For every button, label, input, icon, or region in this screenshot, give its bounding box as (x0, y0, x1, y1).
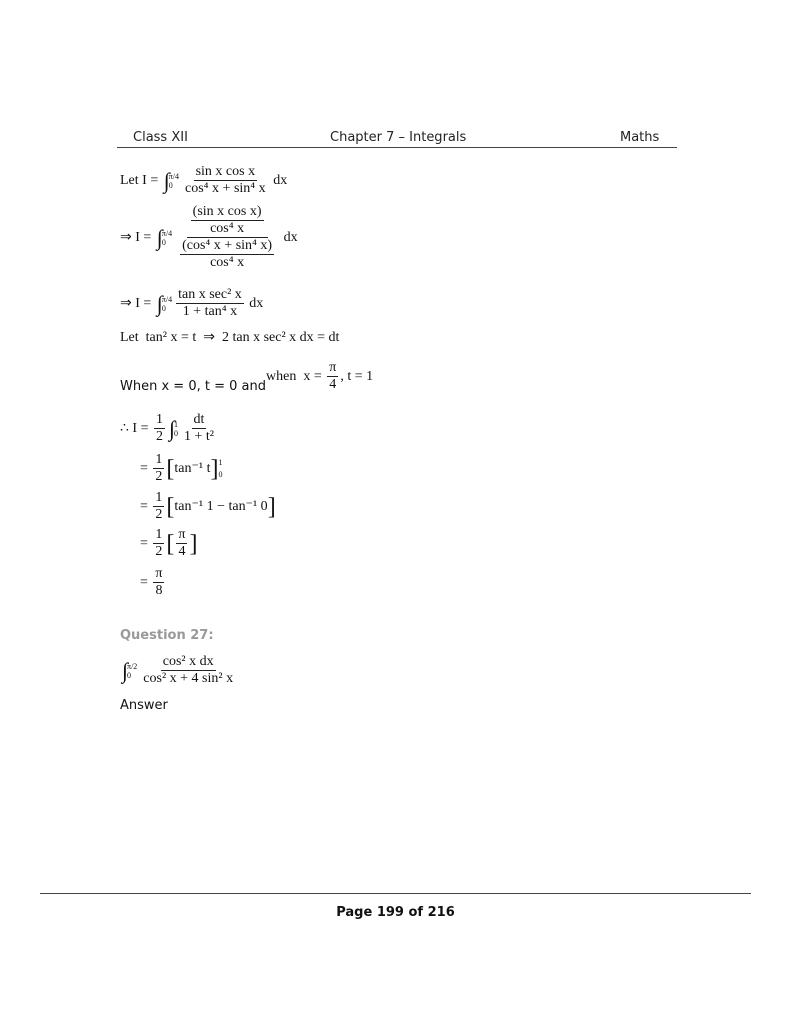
integral-sign: ∫ 1 0 (168, 415, 178, 441)
step-6: = $\frac{1}{2}$ [ tan⁻¹ t ] 1 0 (140, 452, 223, 484)
text: ⇒ I = (120, 230, 155, 245)
question-label: Question 27: (120, 628, 214, 643)
text: ⇒ I = (120, 296, 155, 311)
text: dx (245, 295, 264, 311)
step-2 (120, 204, 298, 271)
when-condition: when x = $\frac{\pi}{4}$ , t = 1 (266, 360, 374, 392)
footer-rule (40, 893, 751, 894)
when-text: When x = 0, t = 0 and (120, 379, 266, 394)
step-9: = $\frac{\pi}{8}$ (140, 566, 163, 598)
integral-sign: ∫ π/2 0 (122, 657, 138, 683)
fraction: $\frac{\text{sin x cos x}}{\text{cos⁴ x + sin⁴ x}}$ (185, 164, 266, 196)
header-subject: Maths (620, 130, 660, 145)
header-rule (117, 147, 677, 148)
header-chapter: Chapter 7 – Integrals (330, 130, 467, 145)
integral-sign: ∫ π/4 0 (156, 224, 173, 250)
header-class: Class XII (133, 130, 188, 145)
step-8: = $\frac{1}{2}$ [ $\frac{\pi}{4}$ ] (140, 527, 198, 559)
step-5: ∴ I = $\frac{1}{2}$ ∫ 1 0 $\frac{dt}{\text{1 + t²}}$ (120, 412, 214, 444)
text: dx (269, 172, 288, 188)
text: Let I = (120, 172, 162, 188)
fraction: $\frac{\text{tan x sec² x}}{\text{1 + tan⁴ x}}$ (178, 287, 242, 319)
compound-fraction: $\frac{\frac{\text{(sin x cos x)}}{\text{cos⁴ x}}}{\frac{\text{(cos⁴ x + sin⁴ x)}}{\text{cos⁴ x}}}$ (182, 204, 273, 270)
step-1 (120, 164, 287, 197)
answer-label: Answer (120, 698, 168, 713)
question-integral: ∫ π/2 0 $\frac{\text{cos² x dx}}{\text{cos² x + 4 sin² x}}$ (122, 654, 234, 686)
integral-sign: ∫ π/4 0 (163, 167, 180, 193)
step-4: Let tan² x = t ⇒ 2 tan x sec² x dx = dt (120, 330, 340, 345)
page-number: Page 199 of 216 (336, 905, 455, 920)
integral-sign: ∫ π/4 0 (156, 290, 173, 316)
step-3 (120, 287, 263, 320)
step-7: = $\frac{1}{2}$ [ tan⁻¹ 1 − tan⁻¹ 0 ] (140, 490, 276, 522)
text: dx (280, 229, 298, 245)
